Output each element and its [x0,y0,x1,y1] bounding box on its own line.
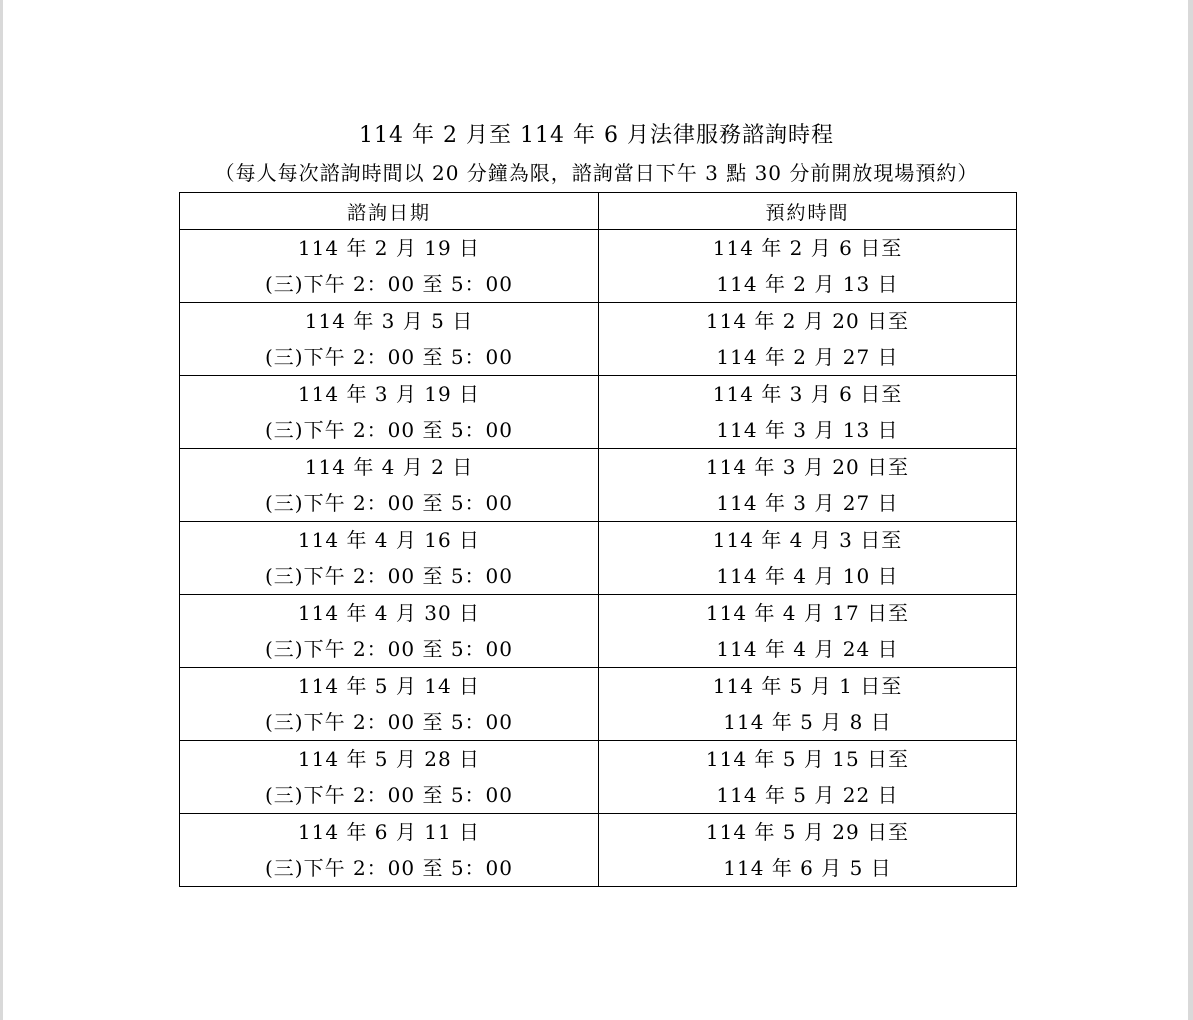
booking-period-cell [599,668,1017,741]
consult-time: (三)下午 2：00 至 5：00 [264,856,514,880]
booking-end: 114 年 6 月 5 日 [723,856,892,880]
booking-end: 114 年 5 月 22 日 [716,783,899,807]
table-row [180,230,1017,303]
consult-date-cell [180,668,599,741]
booking-period-cell [599,449,1017,522]
consult-time: (三)下午 2：00 至 5：00 [264,783,514,807]
consult-date-cell [180,741,599,814]
consult-date: 114 年 4 月 2 日 [304,455,474,479]
booking-period-cell [599,522,1017,595]
booking-period-cell [599,595,1017,668]
header-booking-period: 預約時間 [599,193,1017,230]
consult-date-cell [180,449,599,522]
table-row [180,668,1017,741]
table-row [180,814,1017,887]
consult-time: (三)下午 2：00 至 5：00 [264,637,514,661]
booking-end: 114 年 2 月 27 日 [716,345,899,369]
consult-date: 114 年 5 月 14 日 [297,674,481,698]
table-header-row [180,193,1017,230]
booking-end: 114 年 5 月 8 日 [723,710,892,734]
booking-start: 114 年 3 月 6 日至 [712,382,903,406]
consult-date-cell [180,814,599,887]
consult-time: (三)下午 2：00 至 5：00 [264,491,514,515]
booking-period-cell [599,814,1017,887]
booking-start: 114 年 4 月 17 日至 [705,601,910,625]
consult-date: 114 年 4 月 30 日 [297,601,481,625]
table-row [180,376,1017,449]
booking-end: 114 年 4 月 24 日 [716,637,899,661]
consult-date-cell [180,230,599,303]
consult-date: 114 年 2 月 19 日 [297,236,481,260]
table-row [180,595,1017,668]
consult-date-cell [180,522,599,595]
table-row [180,522,1017,595]
header-consult-date: 諮詢日期 [180,193,599,230]
consult-time: (三)下午 2：00 至 5：00 [264,345,514,369]
booking-period-cell [599,230,1017,303]
booking-end: 114 年 3 月 13 日 [716,418,899,442]
booking-period-cell [599,376,1017,449]
schedule-table [179,192,1017,887]
consult-time: (三)下午 2：00 至 5：00 [264,418,514,442]
consult-date: 114 年 6 月 11 日 [297,820,481,844]
booking-period-cell [599,741,1017,814]
table-row [180,303,1017,376]
booking-start: 114 年 3 月 20 日至 [705,455,910,479]
booking-start: 114 年 5 月 29 日至 [705,820,910,844]
page-left-border [0,0,3,1020]
booking-start: 114 年 4 月 3 日至 [712,528,903,552]
booking-end: 114 年 2 月 13 日 [716,272,899,296]
document-title: 114 年 2 月至 114 年 6 月法律服務諮詢時程 [359,123,834,148]
consult-date: 114 年 3 月 5 日 [304,309,474,333]
consult-date-cell [180,303,599,376]
table-row [180,741,1017,814]
consult-time: (三)下午 2：00 至 5：00 [264,710,514,734]
consult-time: (三)下午 2：00 至 5：00 [264,272,514,296]
consult-date-cell [180,376,599,449]
booking-start: 114 年 5 月 15 日至 [705,747,910,771]
page-right-border [1188,0,1193,1020]
booking-period-cell [599,303,1017,376]
consult-time: (三)下午 2：00 至 5：00 [264,564,514,588]
booking-start: 114 年 2 月 6 日至 [712,236,903,260]
consult-date-cell [180,595,599,668]
booking-end: 114 年 3 月 27 日 [716,491,899,515]
document-subtitle: （每人每次諮詢時間以 20 分鐘為限，諮詢當日下午 3 點 30 分前開放現場預約） [214,161,979,185]
booking-end: 114 年 4 月 10 日 [716,564,899,588]
booking-start: 114 年 5 月 1 日至 [712,674,903,698]
table-row [180,449,1017,522]
consult-date: 114 年 4 月 16 日 [297,528,481,552]
booking-start: 114 年 2 月 20 日至 [705,309,910,333]
consult-date: 114 年 3 月 19 日 [297,382,481,406]
consult-date: 114 年 5 月 28 日 [297,747,481,771]
